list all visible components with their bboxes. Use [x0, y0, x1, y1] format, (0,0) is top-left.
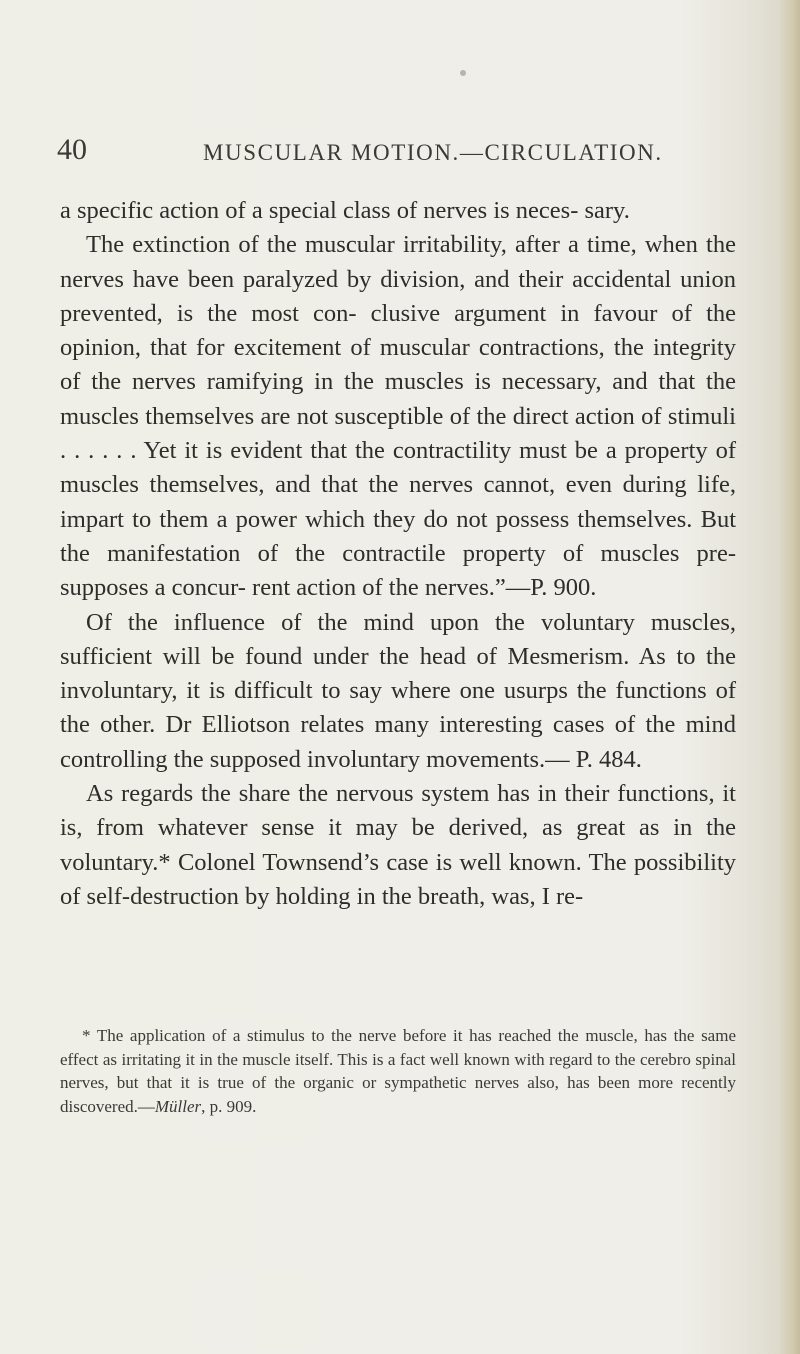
paragraph-4: As regards the share the nervous system has in their functions, it is, from whatever sense it may be derived, as great as in the voluntary.* Colonel Townsend’s case is well known. The possibility of self-destruction by holding in the breath, was, I re- — [60, 780, 736, 910]
page-edge-shadow — [778, 0, 800, 1354]
footnote-author: Müller — [154, 1096, 202, 1116]
footnote — [60, 1024, 736, 1118]
footnote-citation: , p. 909. — [201, 1096, 257, 1116]
paragraph-2: The extinction of the muscular irritability, after a time, when the nerves have been paralyzed by division, and their accidental union prevented, is the most con- clusive argument in favour of the opinion, that for excitement of muscular contractions, the integrity of the nerves ramifying in the muscles is necessary, and that the muscles themselves are not susceptible of the direct action of stimuli . . . . . . Yet it is evident that the contractility must be a property of muscles themselves, and that the nerves cannot, even during life, impart to them a power which they do not possess themselves. But the manifestation of the contractile property of muscles pre-supposes a concur- rent action of the nerves.”—P. 900. — [60, 231, 736, 602]
paragraph-1: a specific action of a special class of nerves is neces- sary. — [60, 197, 630, 224]
paragraph-3: Of the influence of the mind upon the voluntary muscles, sufficient will be found under the head of Mesmerism. As to the involuntary, it is difficult to say where one usurps the functions of the other. Dr Elliotson relates many interesting cases of the mind controlling the supposed involuntary movements.— P. 484. — [60, 608, 736, 773]
paper-speck — [460, 70, 466, 76]
footnote-text: * The application of a stimulus to the nerve before it has reached the muscle, has the same effect as irritating it in the muscle itself. This is a fact well known with regard to the cerebro spinal nerves, but that it is true of the organic or sympathetic nerves also, has been more recently discovered.— — [60, 1026, 736, 1116]
page-number: 40 — [57, 133, 87, 166]
page-header — [57, 132, 737, 172]
running-head: MUSCULAR MOTION.—CIRCULATION. — [203, 140, 663, 165]
body-text — [60, 194, 736, 914]
